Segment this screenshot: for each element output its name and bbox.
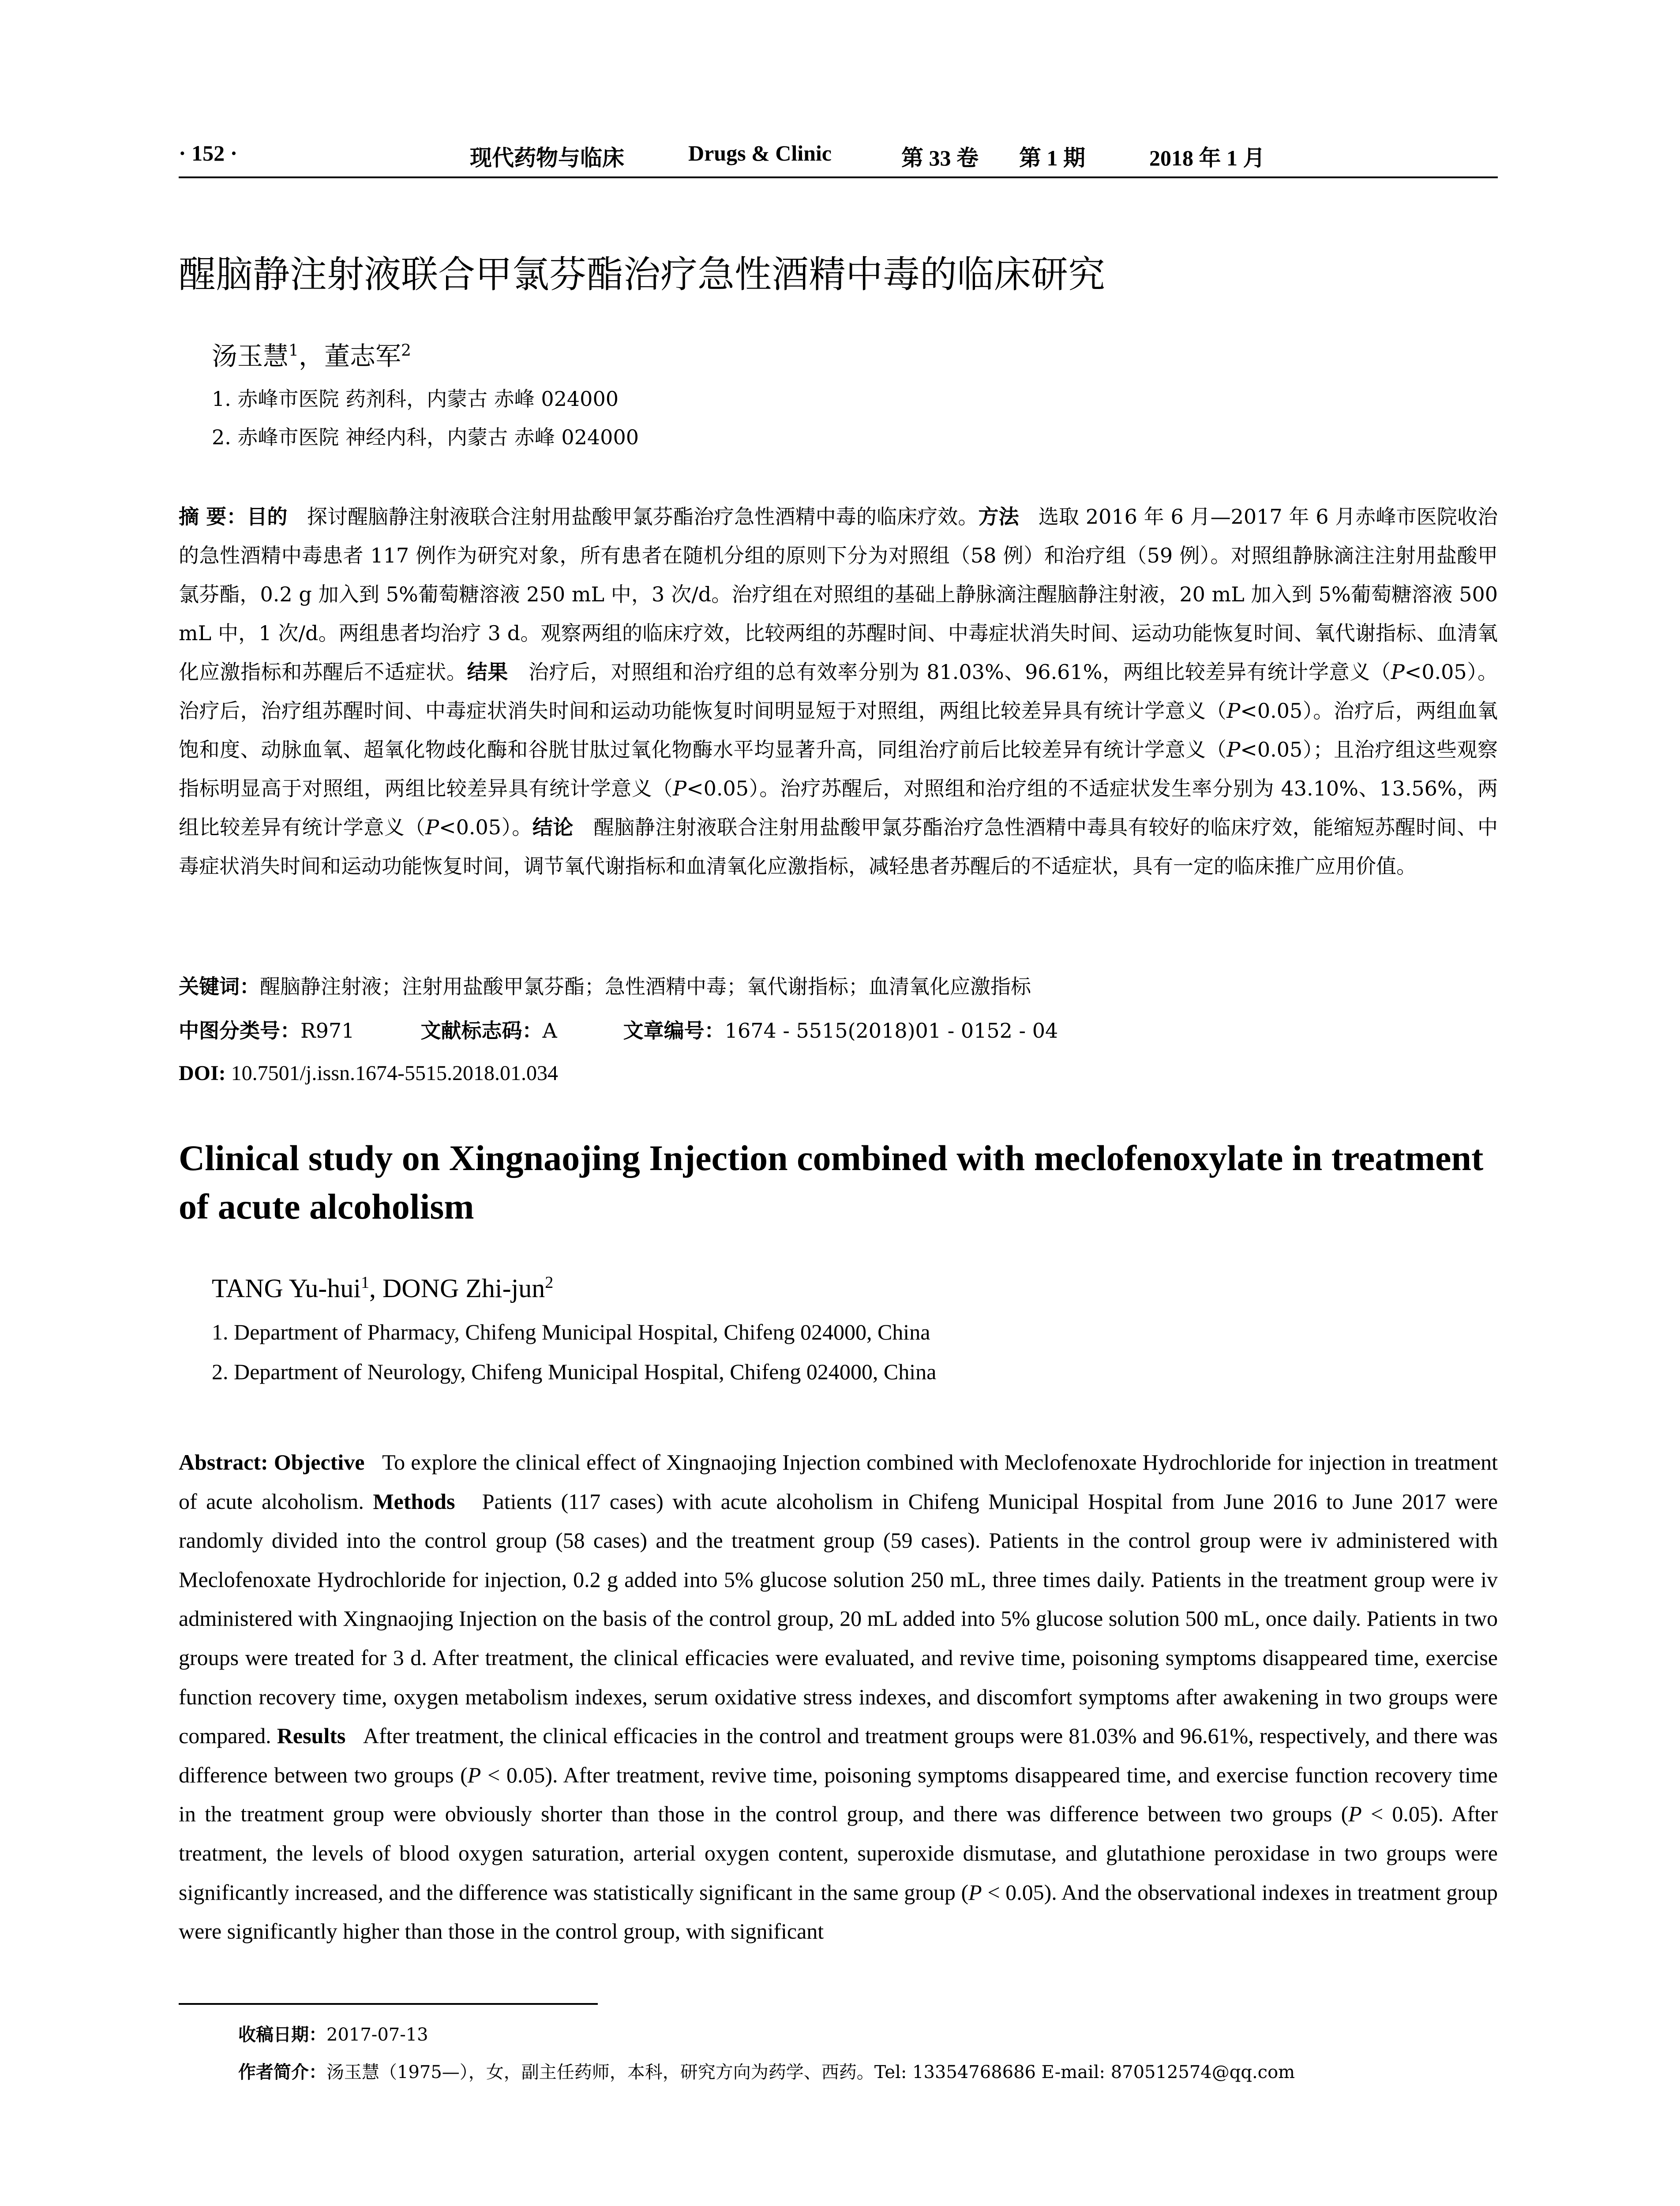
doi-line	[179, 1061, 558, 1085]
results-text: <0.05）。	[439, 815, 532, 839]
author-name: DONG Zhi-jun	[382, 1274, 545, 1303]
author-affiliation-mark: 2	[401, 341, 411, 360]
abstract-objective-label: Abstract: Objective	[179, 1450, 365, 1474]
author-name: 董志军	[324, 341, 401, 371]
results-text: < 0.05). After treatment, the levels of blood oxygen saturation, arterial oxygen content, superoxide dismutase, and glutathione peroxidase in two groups were significantly increased, and the difference was statistically significant in the same group (	[179, 1801, 1498, 1905]
doi-label: DOI:	[179, 1062, 226, 1085]
methods-label: Methods	[373, 1489, 455, 1514]
conclusion-label: 结论	[532, 815, 574, 839]
article-number-label: 文章编号：	[623, 1019, 725, 1043]
keywords-text: 醒脑静注射液；注射用盐酸甲氯芬酯；急性酒精中毒；氧代谢指标；血清氧化应激指标	[260, 975, 1031, 998]
p-symbol: P	[673, 777, 687, 800]
doi-value: 10.7501/j.issn.1674-5515.2018.01.034	[231, 1062, 559, 1085]
issue-date: 2018 年 1 月	[1149, 146, 1265, 170]
author-separator: ，	[298, 341, 324, 371]
results-label: Results	[277, 1723, 346, 1748]
keywords-cn	[179, 971, 1031, 1000]
received-label: 收稿日期：	[238, 2025, 326, 2045]
p-symbol: P	[425, 815, 439, 839]
results-text: < 0.05). After treatment, revive time, poisoning symptoms disappeared time, and exercise function recovery time in the treatment group were obviously shorter than those in the control group, and there was difference between two groups (	[179, 1762, 1498, 1827]
results-label: 结果	[467, 660, 508, 684]
results-text: < 0.05). And the observational indexes in treatment group were significantly higher than those in the control group, with significant	[179, 1880, 1498, 1944]
results-text: 治疗后，对照组和治疗组的总有效率分别为 81.03%、96.61%，两组比较差异有统计学意义（	[528, 660, 1391, 684]
journal-name-cn: 现代药物与临床	[470, 146, 624, 170]
header-rule	[179, 176, 1498, 178]
p-symbol: P	[968, 1880, 982, 1905]
methods-text: 选取 2016 年 6 月—2017 年 6 月赤峰市医院收治的急性酒精中毒患者 117 例作为研究对象，所有患者在随机分组的原则下分为对照组（58 例）和治疗组（59 例）。对照组静脉滴注注射用盐酸甲氯芬酯，0.2 g 加入到 5%葡萄糖溶液 250 mL 中，3 次/d。治疗组在对照组的基础上静脉滴注醒脑静注射液，20 mL 加入到 5%葡萄糖溶液 500 mL 中，1 次/d。两组患者均治疗 3 d。观察两组的临床疗效，比较两组的苏醒时间、中毒症状消失时间、运动功能恢复时间、氧代谢指标、血清氧化应激指标和苏醒后不适症状。	[179, 505, 1498, 684]
keywords-label: 关键词：	[179, 975, 260, 998]
doc-code-value: A	[542, 1019, 557, 1043]
results-text: <0.05）。治疗后，两组血氧饱和度、动脉血氧、超氧化物歧化酶和谷胱甘肽过氧化物酶水平均显著升高，同组治疗前后比较差异有统计学意义（	[179, 699, 1498, 762]
doc-code-label: 文献标志码：	[420, 1019, 543, 1043]
author-name: TANG Yu-hui	[212, 1274, 361, 1303]
author-separator: ,	[369, 1274, 382, 1303]
affiliation-en: 1. Department of Pharmacy, Chifeng Municipal Hospital, Chifeng 024000, China	[212, 1320, 930, 1344]
p-symbol: P	[1226, 738, 1241, 762]
footnote-rule	[179, 2003, 598, 2005]
author-affiliation-mark: 2	[545, 1273, 554, 1292]
author-affiliation-mark: 1	[289, 341, 299, 360]
objective-label: 目的	[247, 505, 288, 529]
running-header	[179, 140, 1498, 171]
abstract-label: 摘 要：	[179, 505, 247, 529]
results-text: <0.05）；且治疗组这些观察指标明显高于对照组，两组比较差异具有统计学意义（	[179, 738, 1498, 800]
author-name: 汤玉慧	[212, 341, 289, 371]
article-number-value: 1674 - 5515(2018)01 - 0152 - 04	[724, 1019, 1058, 1043]
methods-label: 方法	[978, 505, 1019, 529]
article-title-cn: 醒脑静注射液联合甲氯芬酯治疗急性酒精中毒的临床研究	[179, 253, 1106, 296]
authors-en	[212, 1273, 553, 1304]
author-bio	[238, 2058, 1295, 2083]
clc-label: 中图分类号：	[179, 1019, 300, 1043]
conclusion-text: 醒脑静注射液联合注射用盐酸甲氯芬酯治疗急性酒精中毒具有较好的临床疗效，能缩短苏醒时间、中毒症状消失时间和运动功能恢复时间，调节氧代谢指标和血清氧化应激指标，减轻患者苏醒后的不适症状，具有一定的临床推广应用价值。	[179, 815, 1498, 878]
clc-value: R971	[300, 1019, 355, 1043]
p-symbol: P	[1226, 699, 1241, 723]
abstract-en	[179, 1443, 1498, 1951]
p-symbol: P	[1391, 660, 1405, 684]
author-affiliation-mark: 1	[360, 1273, 369, 1292]
author-bio-label: 作者简介：	[238, 2062, 326, 2082]
volume: 第 33 卷	[901, 146, 979, 170]
authors-cn	[212, 335, 411, 372]
issue: 第 1 期	[1019, 146, 1085, 170]
results-text: <0.05）。治疗后，治疗组苏醒时间、中毒症状消失时间和运动功能恢复时间明显短于对照组，两组比较差异具有统计学意义（	[179, 660, 1498, 723]
journal-name-en: Drugs & Clinic	[688, 141, 832, 165]
p-symbol: P	[1348, 1801, 1362, 1827]
results-text: After treatment, the clinical efficacies in the control and treatment groups were 81.03% and 96.61%, respectively, and there was difference between two groups (	[179, 1723, 1498, 1787]
affiliation-cn: 2. 赤峰市医院 神经内科，内蒙古 赤峰 024000	[212, 425, 639, 449]
objective-text: To explore the clinical effect of Xingnaojing Injection combined with Meclofenoxate Hydrochloride for injection in treatment of acute alcoholism.	[179, 1450, 1498, 1514]
page-number: · 152 ·	[179, 141, 238, 165]
objective-text: 探讨醒脑静注射液联合注射用盐酸甲氯芬酯治疗急性酒精中毒的临床疗效。	[307, 505, 979, 529]
received-value: 2017-07-13	[326, 2025, 428, 2045]
article-title-en: Clinical study on Xingnaojing Injection combined with meclofenoxylate in treatment of acute alcoholism	[179, 1138, 1484, 1227]
abstract-cn	[179, 497, 1498, 885]
methods-text: Patients (117 cases) with acute alcoholism in Chifeng Municipal Hospital from June 2016 to June 2017 were randomly divided into the control group (58 cases) and the treatment group (59 cases). Patients in the control group were iv administered with Meclofenoxate Hydrochloride for injection, 0.2 g added into 5% glucose solution 250 mL, three times daily. Patients in the treatment group were iv administered with Xingnaojing Injection on the basis of the control group, 20 mL added into 5% glucose solution 500 mL, once daily. Patients in two groups were treated for 3 d. After treatment, the clinical efficacies were evaluated, and revive time, poisoning symptoms disappeared time, exercise function recovery time, oxygen metabolism indexes, serum oxidative stress indexes, and discomfort symptoms after awakening in two groups were compared.	[179, 1489, 1498, 1748]
classification-line	[179, 1015, 1058, 1044]
p-symbol: P	[467, 1762, 481, 1787]
affiliation-en: 2. Department of Neurology, Chifeng Municipal Hospital, Chifeng 024000, China	[212, 1359, 937, 1384]
received-date	[238, 2021, 428, 2046]
results-text: <0.05）。治疗苏醒后，对照组和治疗组的不适症状发生率分别为 43.10%、13.56%，两组比较差异有统计学意义（	[179, 777, 1498, 839]
affiliation-cn: 1. 赤峰市医院 药剂科，内蒙古 赤峰 024000	[212, 387, 619, 411]
author-bio-text: 汤玉慧（1975—），女，副主任药师，本科，研究方向为药学、西药。Tel: 13354768686 E-mail: 870512574@qq.com	[326, 2062, 1295, 2082]
